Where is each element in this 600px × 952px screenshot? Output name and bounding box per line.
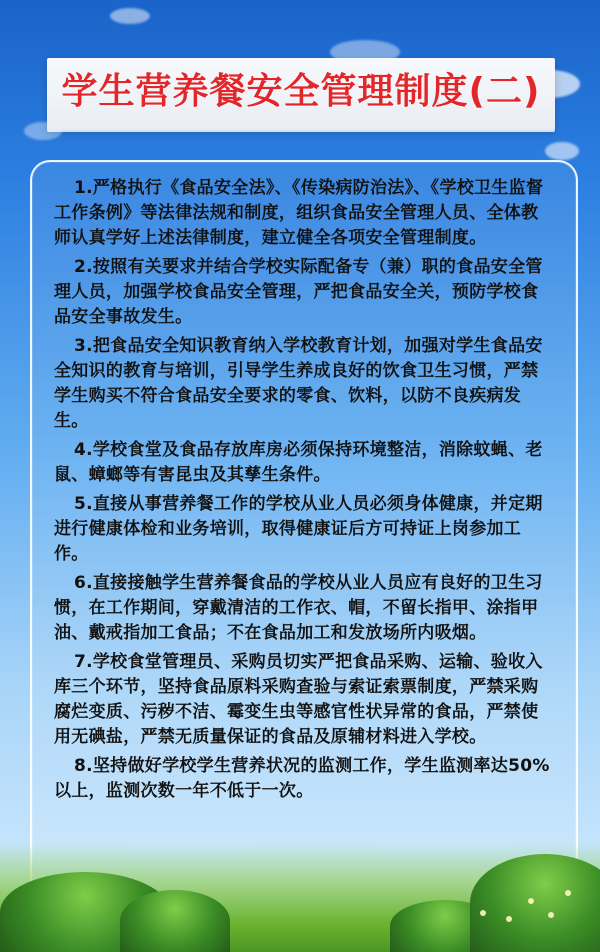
title-banner — [47, 58, 555, 130]
rule-item-1: 1.严格执行《食品安全法》、《传染病防治法》、《学校卫生监督工作条例》等法律法规和制度，组织食品安全管理人员、全体教师认真学好上述法律制度，建立健全各项安全管理制度。 — [54, 178, 544, 248]
rule-item-7: 7.学校食堂管理员、采购员切实严把食品采购、运输、验收入库三个环节，坚持食品原料采购查验与索证索票制度，严禁采购腐烂变质、污秽不洁、霉变生虫等感官性状异常的食品，严禁使用无碘盐，严禁无质量保证的食品及原辅材料进入学校。 — [54, 652, 543, 747]
flower-icon — [565, 890, 571, 896]
cloud-icon — [545, 142, 579, 160]
grass-decoration — [0, 842, 600, 952]
bush-icon — [120, 890, 230, 952]
rule-item-4: 4.学校食堂及食品存放库房必须保持环境整洁，消除蚊蝇、老鼠、蟑螂等有害昆虫及其孳生条件。 — [54, 440, 543, 485]
rule-item-2: 2.按照有关要求并结合学校实际配备专（兼）职的食品安全管理人员，加强学校食品安全管理，严把食品安全关，预防学校食品安全事故发生。 — [54, 257, 543, 327]
rule-item-6: 6.直接接触学生营养餐食品的学校从业人员应有良好的卫生习惯，在工作期间，穿戴清洁的工作衣、帽，不留长指甲、涂指甲油、戴戒指加工食品；不在食品加工和发放场所内吸烟。 — [54, 573, 543, 643]
rule-item-3: 3.把食品安全知识教育纳入学校教育计划，加强对学生食品安全知识的教育与培训，引导学生养成良好的饮食卫生习惯，严禁学生购买不符合食品安全要求的零食、饮料，以防不良疾病发生。 — [54, 336, 543, 431]
flower-icon — [506, 916, 512, 922]
flower-icon — [548, 912, 554, 918]
flower-icon — [480, 910, 486, 916]
flower-icon — [528, 898, 534, 904]
rules-list — [54, 176, 554, 808]
page-title: 学生营养餐安全管理制度(二) — [61, 71, 541, 112]
cloud-icon — [110, 8, 150, 24]
bush-icon — [470, 854, 600, 952]
rule-item-5: 5.直接从事营养餐工作的学校从业人员必须身体健康，并定期进行健康体检和业务培训，取得健康证后方可持证上岗参加工作。 — [54, 494, 543, 564]
rule-item-8: 8.坚持做好学校学生营养状况的监测工作，学生监测率达50%以上，监测次数一年不低于一次。 — [54, 756, 550, 801]
